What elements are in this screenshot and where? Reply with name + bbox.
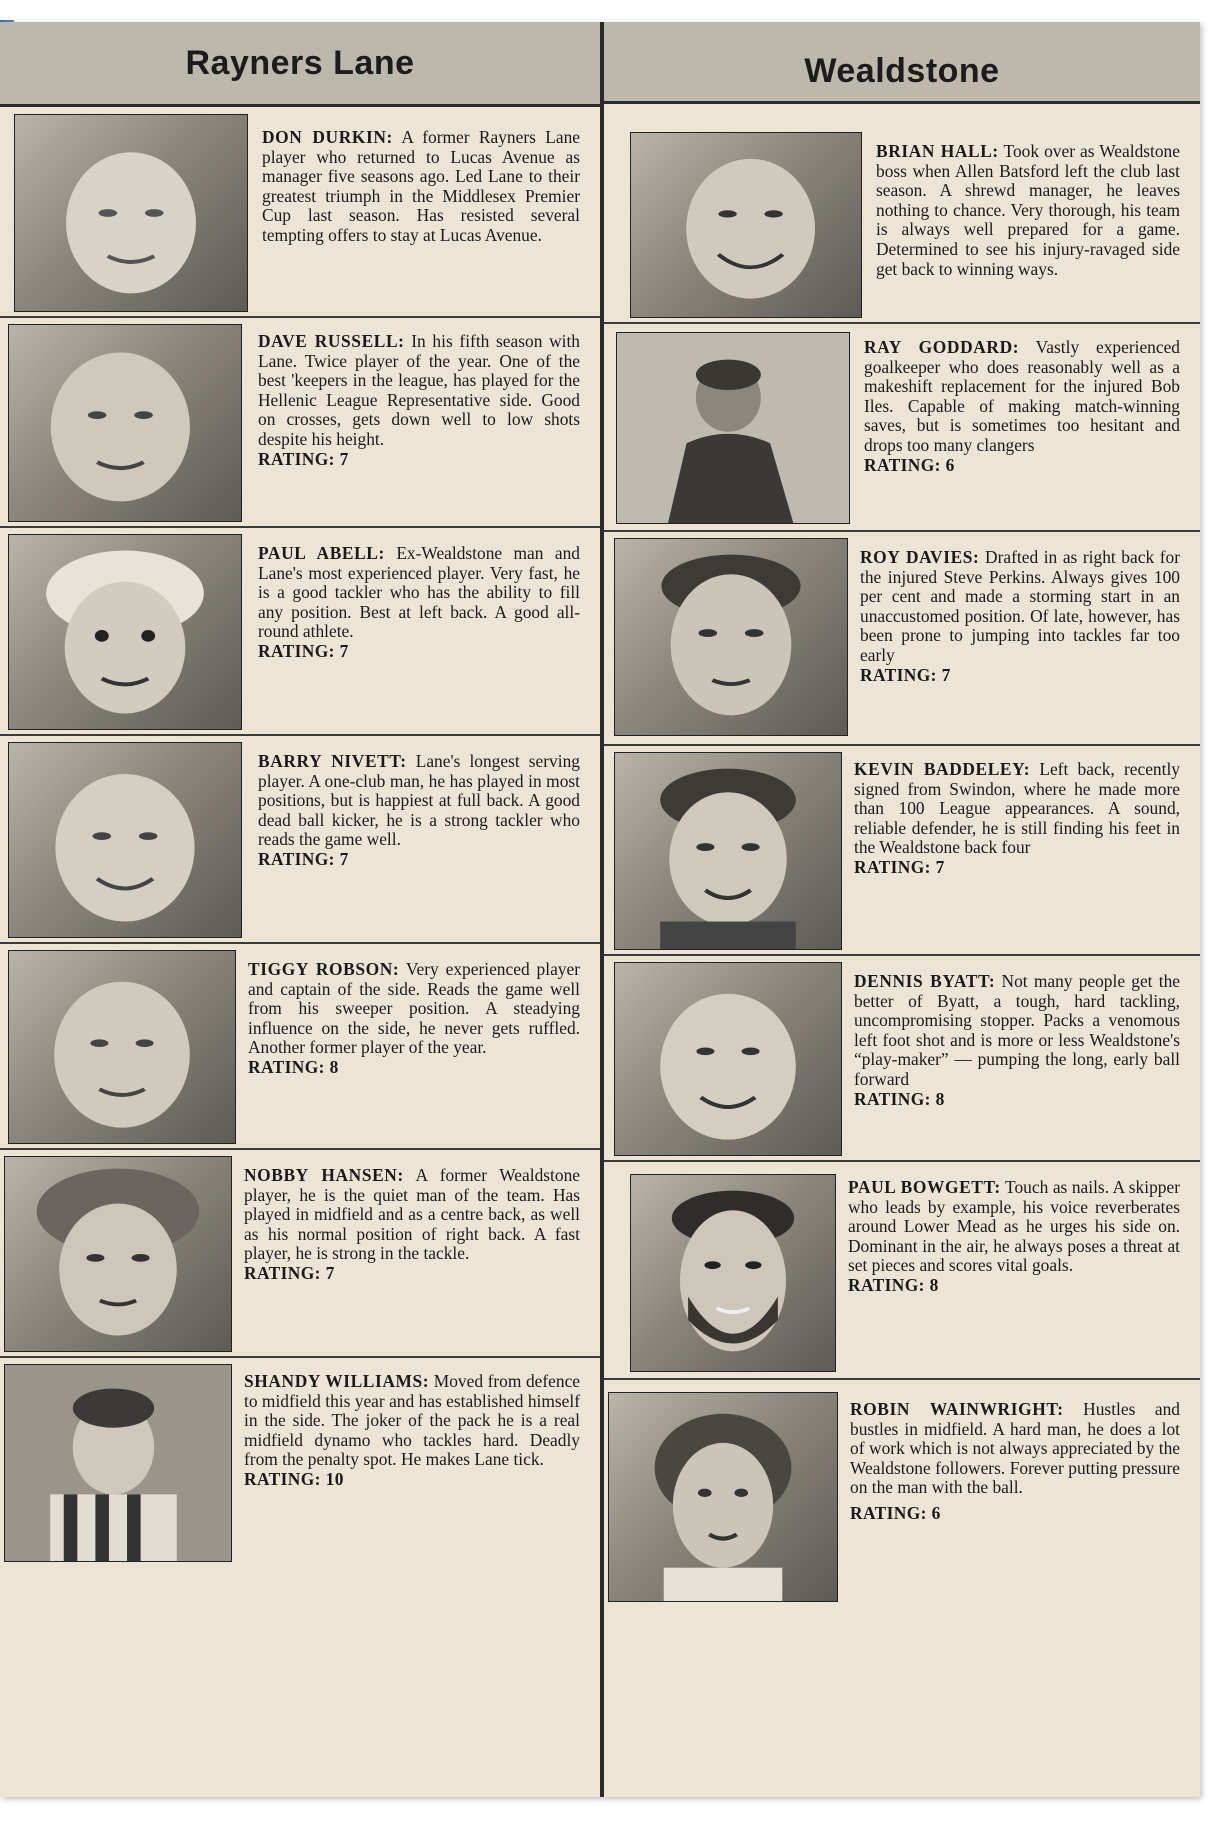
wealdstone-heading: Wealdstone bbox=[604, 22, 1200, 104]
player-entry-paul-abell bbox=[0, 528, 600, 736]
newspaper-clipping bbox=[0, 22, 1200, 1797]
player-description: Not many people get the better of Byatt, a tough, hard tackling, uncompromising stopper. Packs a venomous left foot shot and is more or less Wealdstone's “play-maker” — pumping the long, early ball forward bbox=[854, 971, 1180, 1089]
player-rating: RATING: 7 bbox=[258, 848, 349, 869]
player-description: In his fifth season with Lane. Twice player of the year. One of the best 'keepers in the league, has played for the Hellenic League Representative side. Good on crosses, gets down well to low shots despite his height. bbox=[258, 331, 580, 449]
wealdstone-column bbox=[604, 22, 1200, 1797]
player-photo bbox=[8, 742, 242, 938]
player-name: RAY GODDARD: bbox=[864, 337, 1020, 357]
player-name: KEVIN BADDELEY: bbox=[854, 759, 1031, 779]
player-photo bbox=[630, 132, 862, 318]
player-entry-don-durkin bbox=[0, 110, 600, 318]
player-name: BARRY NIVETT: bbox=[258, 751, 407, 771]
wealdstone-entries bbox=[604, 110, 1200, 1797]
player-entry-nobby-hansen bbox=[0, 1150, 600, 1358]
player-name: SHANDY WILLIAMS: bbox=[244, 1371, 430, 1391]
player-rating: RATING: 7 bbox=[258, 640, 349, 661]
player-entry-roy-davies bbox=[604, 532, 1200, 746]
player-description: Moved from defence to midfield this year and has established himself in the side. The joker of the pack he is a real midfield dynamo who tackles hard. Deadly from the penalty spot. He makes Lane tick. bbox=[244, 1371, 581, 1470]
player-photo bbox=[14, 114, 248, 312]
player-entry-robin-wainwright bbox=[604, 1380, 1200, 1797]
player-photo bbox=[614, 962, 842, 1156]
player-photo bbox=[614, 538, 848, 736]
rayners-lane-entries bbox=[0, 110, 600, 1797]
player-name: DAVE RUSSELL: bbox=[258, 331, 405, 351]
player-description: A former Rayners Lane player who returned to Lucas Avenue as manager five seasons ago. Led Lane to their greatest triumph in the Middlesex Premier Cup last season. Has resisted several tempting offers to stay at Lucas Avenue. bbox=[262, 127, 581, 245]
player-photo bbox=[608, 1392, 838, 1602]
player-name: NOBBY HANSEN: bbox=[244, 1165, 404, 1185]
player-name: PAUL BOWGETT: bbox=[848, 1177, 1001, 1197]
player-photo bbox=[8, 534, 242, 730]
player-entry-shandy-williams bbox=[0, 1358, 600, 1797]
player-rating: RATING: 6 bbox=[850, 1502, 941, 1523]
player-photo bbox=[4, 1364, 232, 1562]
player-photo bbox=[630, 1174, 836, 1372]
player-photo bbox=[614, 752, 842, 950]
player-entry-kevin-baddeley bbox=[604, 746, 1200, 956]
player-rating: RATING: 7 bbox=[854, 856, 945, 877]
player-rating: RATING: 7 bbox=[258, 448, 349, 469]
player-description: Touch as nails. A skipper who leads by example, his voice reverberates around Lower Mead as he urges his side on. Dominant in the air, he always poses a threat at set pieces and scores vital goals. bbox=[848, 1177, 1180, 1276]
player-name: TIGGY ROBSON: bbox=[248, 959, 400, 979]
player-entry-paul-bowgett bbox=[604, 1162, 1200, 1380]
player-photo bbox=[8, 950, 236, 1144]
rayners-lane-heading: Rayners Lane bbox=[0, 22, 600, 107]
player-description: Lane's longest serving player. A one-club man, he has played in most positions, but is happiest at full back. A good dead ball kicker, he is a strong tackler who reads the game well. bbox=[258, 751, 580, 850]
player-entry-ray-goddard bbox=[604, 324, 1200, 532]
player-rating: RATING: 8 bbox=[848, 1274, 939, 1295]
player-name: DENNIS BYATT: bbox=[854, 971, 996, 991]
player-photo bbox=[616, 332, 850, 524]
player-name: ROBIN WAINWRIGHT: bbox=[850, 1399, 1064, 1419]
player-rating: RATING: 8 bbox=[854, 1088, 945, 1109]
player-description: Hustles and bustles in midfield. A hard man, he does a lot of work which is not always appreciated by the Wealdstone followers. Forever putting pressure on the man with the ball. bbox=[850, 1399, 1180, 1498]
player-entry-brian-hall bbox=[604, 110, 1200, 324]
player-entry-dave-russell bbox=[0, 318, 600, 528]
player-photo bbox=[8, 324, 242, 522]
player-description: A former Wealdstone player, he is the quiet man of the team. Has played in midfield and as a centre back, as well as his normal position of right back. A fast player, he is strong in the tackle. bbox=[244, 1165, 580, 1264]
player-description: Very experienced player and captain of the side. Reads the game well from his sweeper position. A steadying influence on the side, he never gets ruffled. Another former player of the year. bbox=[248, 959, 580, 1058]
player-name: PAUL ABELL: bbox=[258, 543, 385, 563]
player-name: ROY DAVIES: bbox=[860, 547, 980, 567]
player-name: DON DURKIN: bbox=[262, 127, 393, 147]
player-rating: RATING: 10 bbox=[244, 1468, 344, 1489]
player-description: Left back, recently signed from Swindon, where he made more than 100 League appearances. A sound, reliable defender, he is still finding his feet in the Wealdstone back four bbox=[854, 759, 1180, 858]
player-rating: RATING: 8 bbox=[248, 1056, 339, 1077]
player-entry-barry-nivett bbox=[0, 736, 600, 944]
player-entry-dennis-byatt bbox=[604, 956, 1200, 1162]
player-rating: RATING: 6 bbox=[864, 454, 955, 475]
player-description: Vastly experienced goalkeeper who does reasonably well as a makeshift replacement for the injured Bob Iles. Capable of making match-winning saves, but is sometimes too hesitant and drops too many clangers bbox=[864, 337, 1180, 455]
rayners-lane-column bbox=[0, 22, 600, 1797]
player-rating: RATING: 7 bbox=[244, 1262, 335, 1283]
player-name: BRIAN HALL: bbox=[876, 141, 999, 161]
player-entry-tiggy-robson bbox=[0, 944, 600, 1150]
player-description: Ex-Wealdstone man and Lane's most experienced player. Very fast, he is a good tackler who has the ability to fill any position. Best at left back. A good all-round athlete. bbox=[258, 543, 580, 642]
player-description: Took over as Wealdstone boss when Allen Batsford left the club last season. A shrewd manager, he leaves nothing to chance. Very thorough, his team is always well prepared for a game. Determined to see his injury-ravaged side get back to winning ways. bbox=[876, 141, 1180, 279]
player-description: Drafted in as right back for the injured Steve Perkins. Always gives 100 per cent and made a storming start in an unaccustomed position. Of late, however, has been prone to jumping into tackles far too early bbox=[860, 547, 1180, 665]
player-photo bbox=[4, 1156, 232, 1352]
player-rating: RATING: 7 bbox=[860, 664, 951, 685]
